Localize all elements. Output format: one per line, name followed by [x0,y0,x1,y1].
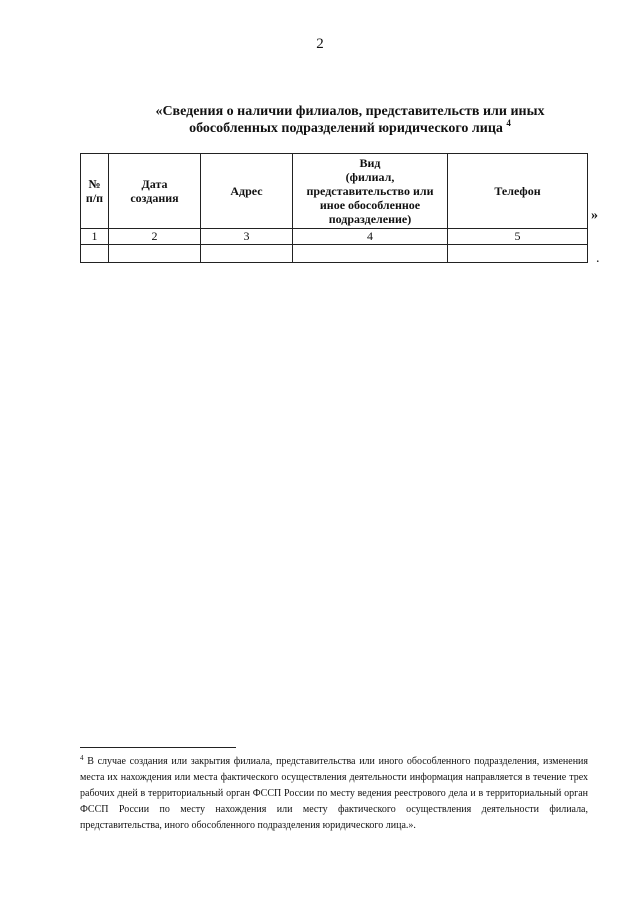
footnote [80,754,588,834]
title-line-2-text: обособленных подразделений юридического лица [189,121,503,136]
empty-cell [109,245,201,263]
header-line: подразделение) [328,212,412,226]
empty-cell [81,245,109,263]
branches-table [80,153,588,263]
column-number: 3 [201,229,293,245]
header-line: (филиал, [345,170,395,184]
header-line: п/п [85,191,104,205]
empty-cell [448,245,588,263]
page-number: 2 [316,36,324,52]
empty-cell [293,245,448,263]
header-line: Вид [359,156,381,170]
empty-table-row [81,245,588,263]
footnote-divider [80,747,236,748]
title-line-2 [120,120,580,137]
column-number: 4 [293,229,448,245]
title-footnote-ref: 4 [506,118,511,128]
footnote-text: В случае создания или закрытия филиала, представительства или иного обособленного подразделения, изменения места их нахождения или места фактического осуществления деятельности информация направляется в течение трех рабочих дней в территориальный орган ФССП России по месту ведения реестрового дела и в территориальный орган ФССП России по месту нахождения или месту фактического осуществления деятельности филиала, представительства, иного обособленного подразделения юридического лица.». [80,756,589,831]
column-number-row [81,229,588,245]
header-phone [448,154,588,229]
header-line: Адрес [230,184,263,198]
header-number [81,154,109,229]
header-line: представительство или [306,184,434,198]
column-number: 1 [81,229,109,245]
title-line-1: «Сведения о наличии филиалов, представительств или иных [155,104,545,119]
document-title [120,103,580,137]
empty-cell [201,245,293,263]
table-header-row [81,154,588,229]
column-number: 2 [109,229,201,245]
header-line: Телефон [494,184,541,198]
header-line: № [88,177,101,191]
header-type [293,154,448,229]
header-line: создания [130,191,179,205]
header-date [109,154,201,229]
closing-period: . [596,251,600,266]
column-number: 5 [448,229,588,245]
closing-quote: » [591,208,598,223]
footnote-mark: 4 [80,754,84,762]
header-address [201,154,293,229]
header-line: иное обособленное [319,198,421,212]
header-line: Дата [141,177,168,191]
